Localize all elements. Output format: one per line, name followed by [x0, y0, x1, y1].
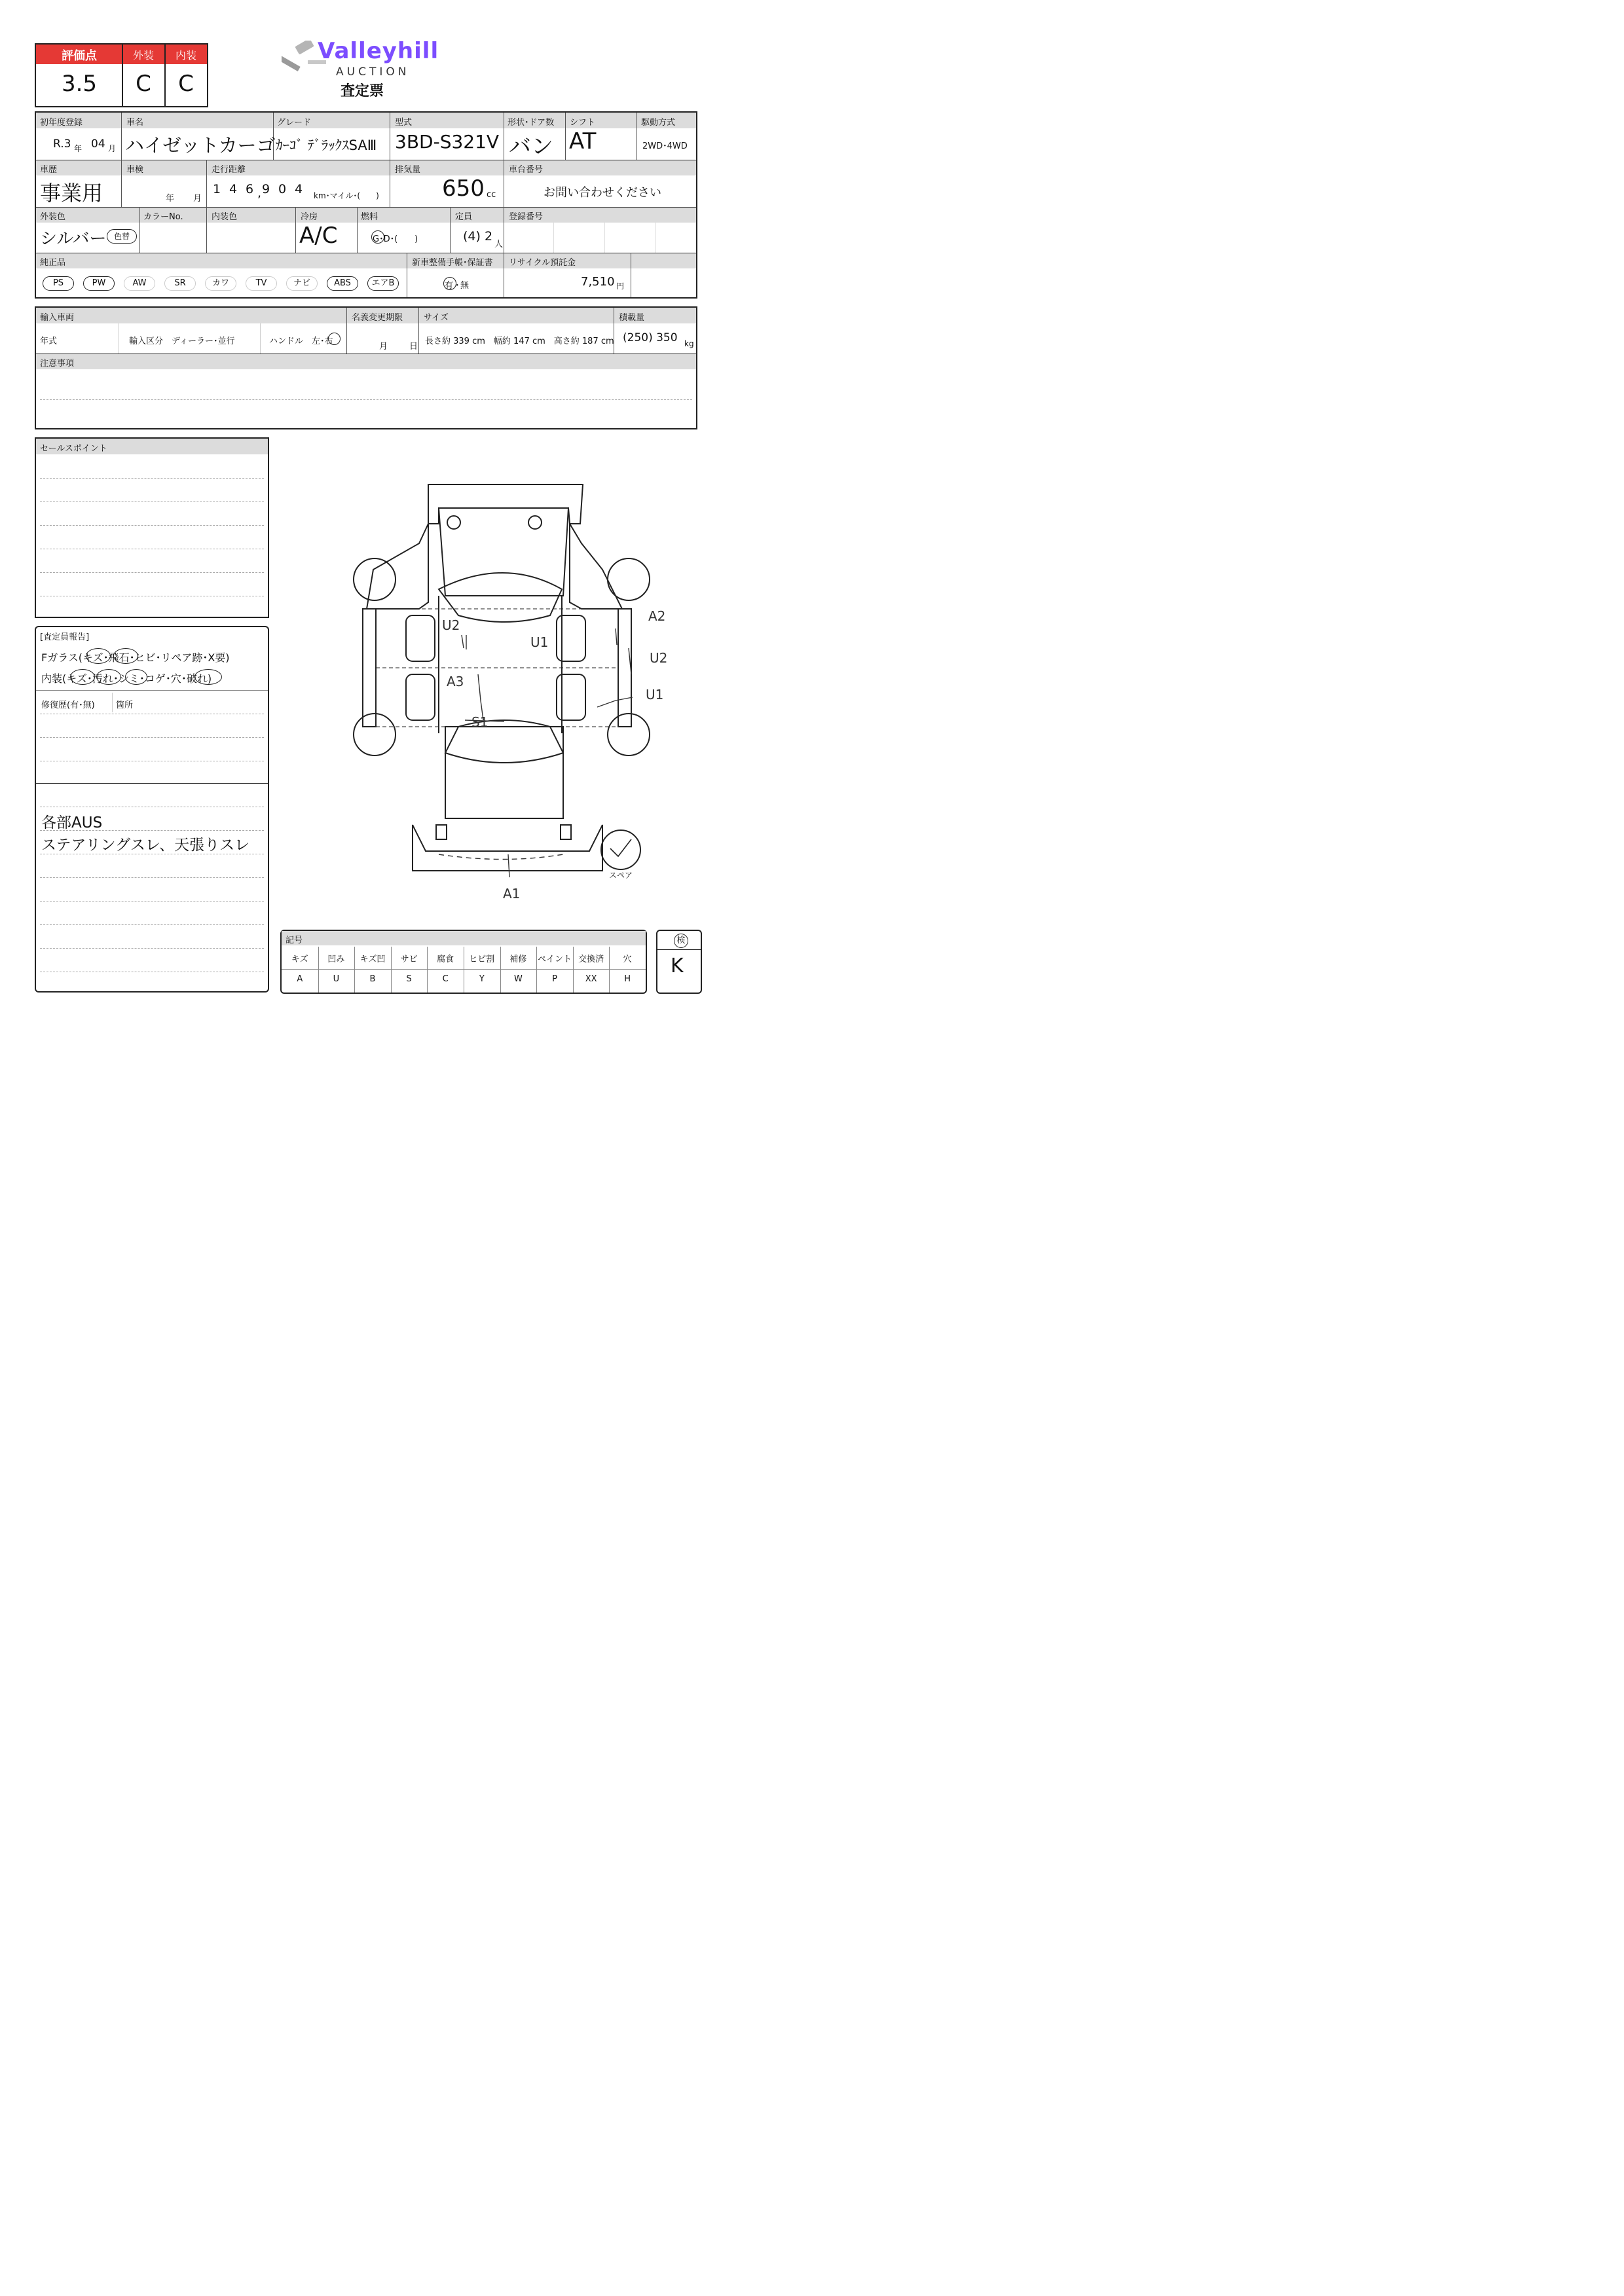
diagram-wheel-left-rear: [354, 558, 396, 600]
mileage-digit: 4: [229, 182, 238, 196]
capacity-unit: 人: [494, 240, 504, 249]
diagram-window-left-rear: [406, 615, 435, 661]
score-label-interior: 内装: [175, 49, 196, 62]
recycle-unit: 円: [616, 282, 625, 291]
mileage-unit: km･マイル･( ): [314, 191, 379, 200]
genuine-item: SR: [164, 276, 196, 291]
diagram-headlamp-right: [561, 825, 571, 839]
spare-label: スペア: [609, 871, 633, 880]
rename-month: 月: [379, 342, 388, 352]
inspector-note-1: 各部AUS: [41, 814, 103, 831]
mileage-digit: 1: [213, 182, 221, 196]
manual-none-sep: ･: [455, 281, 460, 291]
label-history: 車歴: [40, 165, 58, 175]
mileage-digit: 6: [246, 182, 254, 196]
drive-value: 2WD･4WD: [642, 141, 688, 151]
genuine-item: PS: [43, 276, 74, 291]
damage-mark: U1: [530, 634, 549, 650]
ext-color-value: シルバー: [40, 229, 107, 249]
genuine-item: ABS: [327, 276, 358, 291]
label-notes: 注意事項: [40, 359, 75, 369]
repair-location-label: 箇所: [116, 701, 134, 710]
diagram-spare-wheel: [601, 830, 640, 869]
score-exterior-value: C: [136, 71, 151, 97]
score-label-overall: 評価点: [62, 49, 97, 63]
symbol-name: 補修: [509, 955, 527, 964]
label-drive: 駆動方式: [641, 118, 676, 128]
symbol-name: サビ: [400, 955, 418, 964]
color-change-badge: 色替: [107, 229, 137, 244]
fuel-value: G･D･( ): [373, 234, 418, 244]
spare-check-mark: [610, 839, 631, 856]
symbol-grid: [282, 947, 646, 993]
mileage-digit: 9: [262, 182, 270, 196]
rename-day: 日: [409, 342, 418, 352]
symbol-code: XX: [585, 974, 597, 984]
damage-mark: A1: [503, 886, 521, 902]
sales-point-box: [35, 437, 269, 618]
symbol-divider: [391, 947, 392, 993]
brand-name: Valleyhill: [318, 38, 439, 64]
symbol-name: 交換済: [578, 955, 604, 964]
repair-history: 修復歴(有･無): [41, 701, 95, 710]
score-box: [35, 43, 208, 107]
label-recycle: リサイクル預託金: [509, 258, 576, 268]
genuine-item: ナビ: [286, 276, 318, 291]
diagram-window-right-front: [557, 674, 585, 720]
history-value: 事業用: [40, 181, 103, 206]
label-shift: シフト: [570, 118, 596, 128]
diagram-rear-lamp-right: [528, 516, 542, 529]
inspection-month-unit: 月: [193, 194, 202, 204]
symbol-divider: [427, 947, 428, 993]
label-capacity: 定員: [455, 212, 473, 222]
symbol-row-divider: [282, 969, 646, 970]
label-ext-color: 外装色: [40, 212, 66, 222]
symbol-divider: [318, 947, 319, 993]
diagram-rear-bumper: [428, 484, 583, 524]
fglass-chip-circle: [113, 648, 138, 664]
ac-value: A/C: [299, 223, 338, 249]
year-label: 年式: [40, 337, 58, 346]
first-reg-month: 04: [91, 137, 105, 151]
check-mark: K: [671, 955, 684, 977]
fglass-line: Fガラス(キズ･飛石･ヒビ･リペア跡･X要): [41, 651, 230, 664]
handle-value: ハンドル 左･右: [269, 337, 333, 346]
diagram-left-rear-fender: [367, 524, 428, 609]
label-body-type: 形状･ドア数: [507, 118, 555, 128]
damage-mark: U2: [442, 617, 460, 633]
diagram-wheel-left-front: [354, 714, 396, 756]
damage-mark: U2: [650, 650, 668, 666]
handle-circle-mark: [328, 333, 341, 345]
diagram-rear-lamp-left: [447, 516, 460, 529]
brand-logo: [278, 38, 449, 103]
label-inspection: 車検: [126, 165, 144, 175]
label-model: 型式: [395, 118, 413, 128]
genuine-item: カワ: [205, 276, 236, 291]
label-int-color: 内装色: [212, 212, 238, 222]
interior-dirt-circle: [96, 669, 121, 685]
body-type-value: バン: [509, 134, 553, 160]
label-inspector: [査定員報告]: [40, 632, 90, 642]
size-value: 長さ約 339 cm 幅約 147 cm 高さ約 187 cm: [425, 337, 614, 346]
symbol-divider: [573, 947, 574, 993]
score-label-exterior: 外装: [132, 49, 154, 62]
symbol-code: C: [442, 974, 449, 984]
symbol-divider: [536, 947, 537, 993]
mileage-digit: 4: [295, 182, 303, 196]
interior-stain-circle: [125, 669, 147, 685]
damage-mark: A3: [447, 674, 464, 689]
symbol-code: H: [624, 974, 631, 984]
symbol-name: キズ凹: [360, 955, 386, 964]
diagram-front-body: [445, 727, 563, 818]
diagram-right-side: [618, 609, 631, 727]
label-reg-no: 登録番号: [509, 212, 544, 222]
label-load: 積載量: [619, 313, 645, 323]
first-reg-month-unit: 月: [108, 144, 117, 153]
genuine-item: PW: [83, 276, 115, 291]
interior-scratch-circle: [70, 669, 95, 685]
diagram-headlamp-left: [436, 825, 447, 839]
fglass-scratch-circle: [86, 648, 111, 664]
label-import-car: 輸入車両: [40, 313, 75, 323]
label-size: サイズ: [424, 313, 449, 323]
displacement-unit: cc: [487, 190, 496, 200]
label-fuel: 燃料: [361, 212, 378, 222]
diagram-right-rear-fender: [570, 524, 622, 609]
symbol-name: 穴: [623, 955, 632, 964]
import-class: 輸入区分 ディーラー･並行: [129, 337, 235, 346]
first-reg-year-unit: 年: [74, 144, 83, 153]
symbol-code: A: [297, 974, 303, 984]
diagram-window-right-rear: [557, 615, 585, 661]
chassis-no-value: お問い合わせください: [544, 186, 661, 200]
import-info-table: [35, 306, 697, 429]
diagram-front-bumper: [413, 825, 602, 871]
genuine-items: [43, 276, 403, 293]
symbols-legend: [280, 930, 647, 994]
diagram-roof: [439, 596, 562, 733]
label-car-name: 車名: [126, 118, 144, 128]
mileage-digit: 0: [278, 182, 287, 196]
diagram-window-left-front: [406, 674, 435, 720]
diagram-wheel-right-front: [608, 714, 650, 756]
label-rename-deadline: 名義変更期限: [352, 313, 403, 323]
diagram-left-side: [363, 609, 376, 727]
load-value: (250) 350: [623, 331, 678, 344]
symbol-code: U: [333, 974, 340, 984]
brand-sub: AUCTION: [336, 65, 410, 79]
symbol-code: P: [552, 974, 557, 984]
label-mileage: 走行距離: [212, 165, 246, 175]
label-first-reg: 初年度登録: [40, 118, 83, 128]
interior-line: 内装(キズ･汚れ･シミ･コゲ･穴･破れ): [41, 672, 212, 685]
symbol-code: Y: [479, 974, 485, 984]
label-chassis-no: 車台番号: [509, 165, 544, 175]
symbol-divider: [609, 947, 610, 993]
symbol-name: ヒビ割: [469, 955, 495, 964]
capacity-value: (4) 2: [463, 229, 493, 244]
label-ac: 冷房: [301, 212, 318, 222]
damage-mark: S1: [471, 714, 489, 730]
diagram-wheel-right-rear: [608, 558, 650, 600]
symbol-divider: [500, 947, 501, 993]
mileage-digits: [213, 182, 311, 202]
symbol-name: 凹み: [327, 955, 345, 964]
score-interior-value: C: [178, 71, 194, 97]
label-genuine: 純正品: [40, 258, 66, 268]
inspector-note-2: ステアリングスレ、天張りスレ: [41, 837, 250, 854]
symbol-code: S: [406, 974, 412, 984]
diagram-rear-glass: [439, 573, 562, 622]
mileage-separator: ,: [257, 186, 262, 200]
symbol-name: 腐食: [437, 955, 454, 964]
grade-value: ｶｰｺﾞ ﾃﾞﾗｯｸｽSAⅢ: [276, 137, 377, 153]
label-manual: 新車整備手帳･保証書: [412, 258, 493, 268]
damage-mark: A2: [648, 608, 666, 624]
vehicle-info-table: [35, 111, 697, 299]
genuine-item: TV: [246, 276, 277, 291]
label-sales-point: セールスポイント: [40, 444, 107, 454]
label-color-no: カラーNo.: [143, 212, 183, 222]
recycle-amount: 7,510: [581, 275, 615, 289]
manual-none: 無: [460, 281, 470, 291]
check-label: 検: [674, 934, 688, 948]
inspector-report-box: [35, 626, 269, 993]
model-value: 3BD-S321V: [395, 131, 500, 153]
shift-value: AT: [569, 128, 597, 155]
car-name-value: ハイゼットカーゴ: [125, 134, 276, 156]
symbol-name: ペイント: [537, 955, 572, 964]
score-overall-value: 3.5: [61, 71, 98, 97]
manual-have: 有: [445, 281, 454, 291]
symbol-code: B: [369, 974, 376, 984]
label-displacement: 排気量: [395, 165, 421, 175]
displacement-value: 650: [442, 175, 485, 202]
symbol-name: キズ: [291, 955, 308, 964]
genuine-item: AW: [124, 276, 155, 291]
check-box: [656, 930, 702, 994]
car-diagram: [341, 478, 707, 936]
interior-tear-circle: [194, 669, 222, 685]
damage-mark: U1: [646, 687, 664, 702]
label-grade: グレード: [277, 118, 312, 128]
inspection-year-unit: 年: [166, 194, 175, 204]
genuine-item: エアB: [367, 276, 399, 291]
first-reg-era: R.3: [53, 137, 71, 151]
document-title: 査定票: [341, 83, 384, 100]
load-unit: kg: [684, 339, 694, 348]
symbol-code: W: [513, 974, 523, 984]
label-symbols: 記号: [286, 936, 303, 945]
symbol-divider: [354, 947, 355, 993]
